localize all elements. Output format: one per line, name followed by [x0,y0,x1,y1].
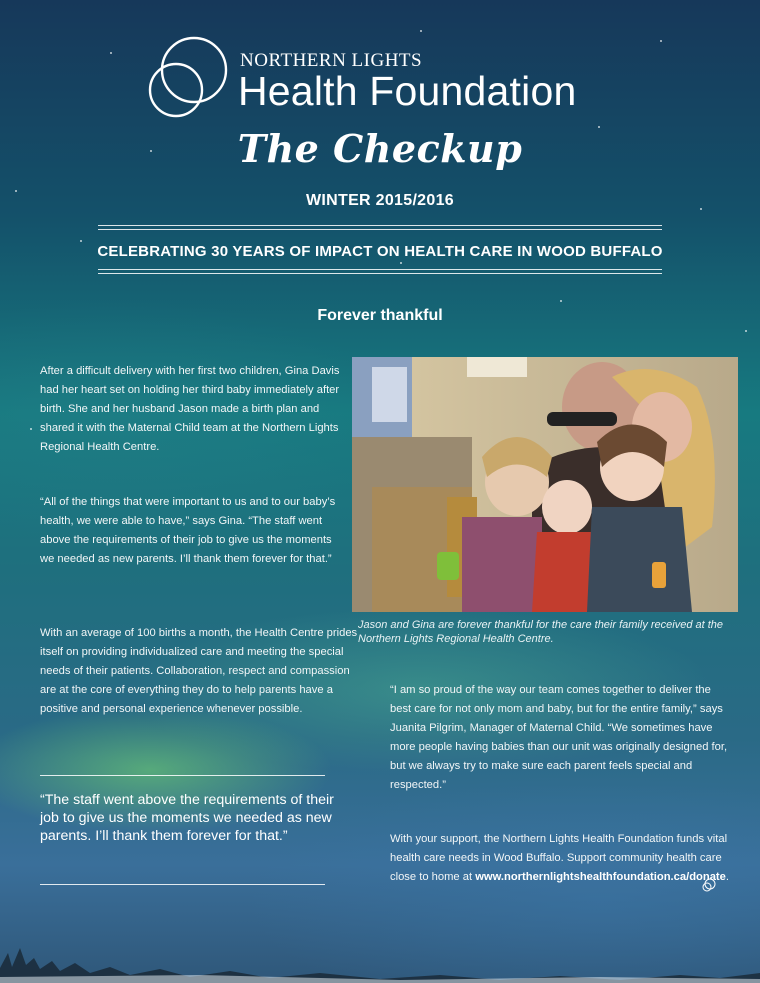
photo-caption: Jason and Gina are forever thankful for the care their family received at the Northern Lights Regional Health Centre. [358,619,724,645]
article-title: Forever thankful [317,307,443,324]
support-text: With your support, the Northern Lights Health Foundation funds vital health care needs in Wood Buffalo. Support community health care close to home at [390,833,728,883]
pull-quote-top-rule [40,775,325,776]
article-paragraph-1: After a difficult delivery with her first two children, Gina Davis had her heart set on holding her third baby immediately after birth. She and her husband Jason made a birth plan and shared it with the Maternal Child team at the Northern Lights Regional Health Centre. [40,365,340,453]
banner-headline: CELEBRATING 30 YEARS OF IMPACT ON HEALTH CARE IN WOOD BUFFALO [97,243,663,260]
article-paragraph-3: With an average of 100 births a month, the Health Centre prides itself on providing individualized care and meeting the special needs of their patients. Collaboration, respect and compassion are at the core of everything they do to help parents have a positive and personal experience whenever possible. [40,627,358,715]
org-name-top: NORTHERN LIGHTS [240,50,423,71]
support-paragraph [390,830,730,887]
treeline-silhouette [0,923,760,983]
article-paragraph-4: “I am so proud of the way our team comes together to deliver the best care for not only mom and baby, but for the entire family,” says Juanita Pilgrim, Manager of Maternal Child. “We sometimes have more people having babies than our unit was originally designed for, but we always try to make sure each parent feels special and respected.” [390,684,728,791]
pull-quote-bottom-rule [40,884,325,885]
edition-label: WINTER 2015/2016 [306,192,454,209]
end-of-article-icon [702,878,716,892]
donate-link[interactable]: www.northernlightshealthfoundation.ca/donate [475,871,726,883]
divider-top [98,225,662,226]
divider-bottom [98,269,662,270]
newsletter-title: The Checkup [237,126,523,171]
support-end: . [725,871,729,883]
logo-circles-icon [146,34,236,120]
pull-quote: “The staff went above the requirements of their job to give us the moments we needed as new parents. I’ll thank them forever for that.” [40,792,334,844]
org-name-main: Health Foundation [238,68,577,114]
article-paragraph-2: “All of the things that were important to us and to our baby’s health, we were able to have,” says Gina. “The staff went above the requirements of their job to give us the moments we needed as new parents. I’ll thank them forever for that.” [40,496,336,565]
family-photo [352,357,738,612]
